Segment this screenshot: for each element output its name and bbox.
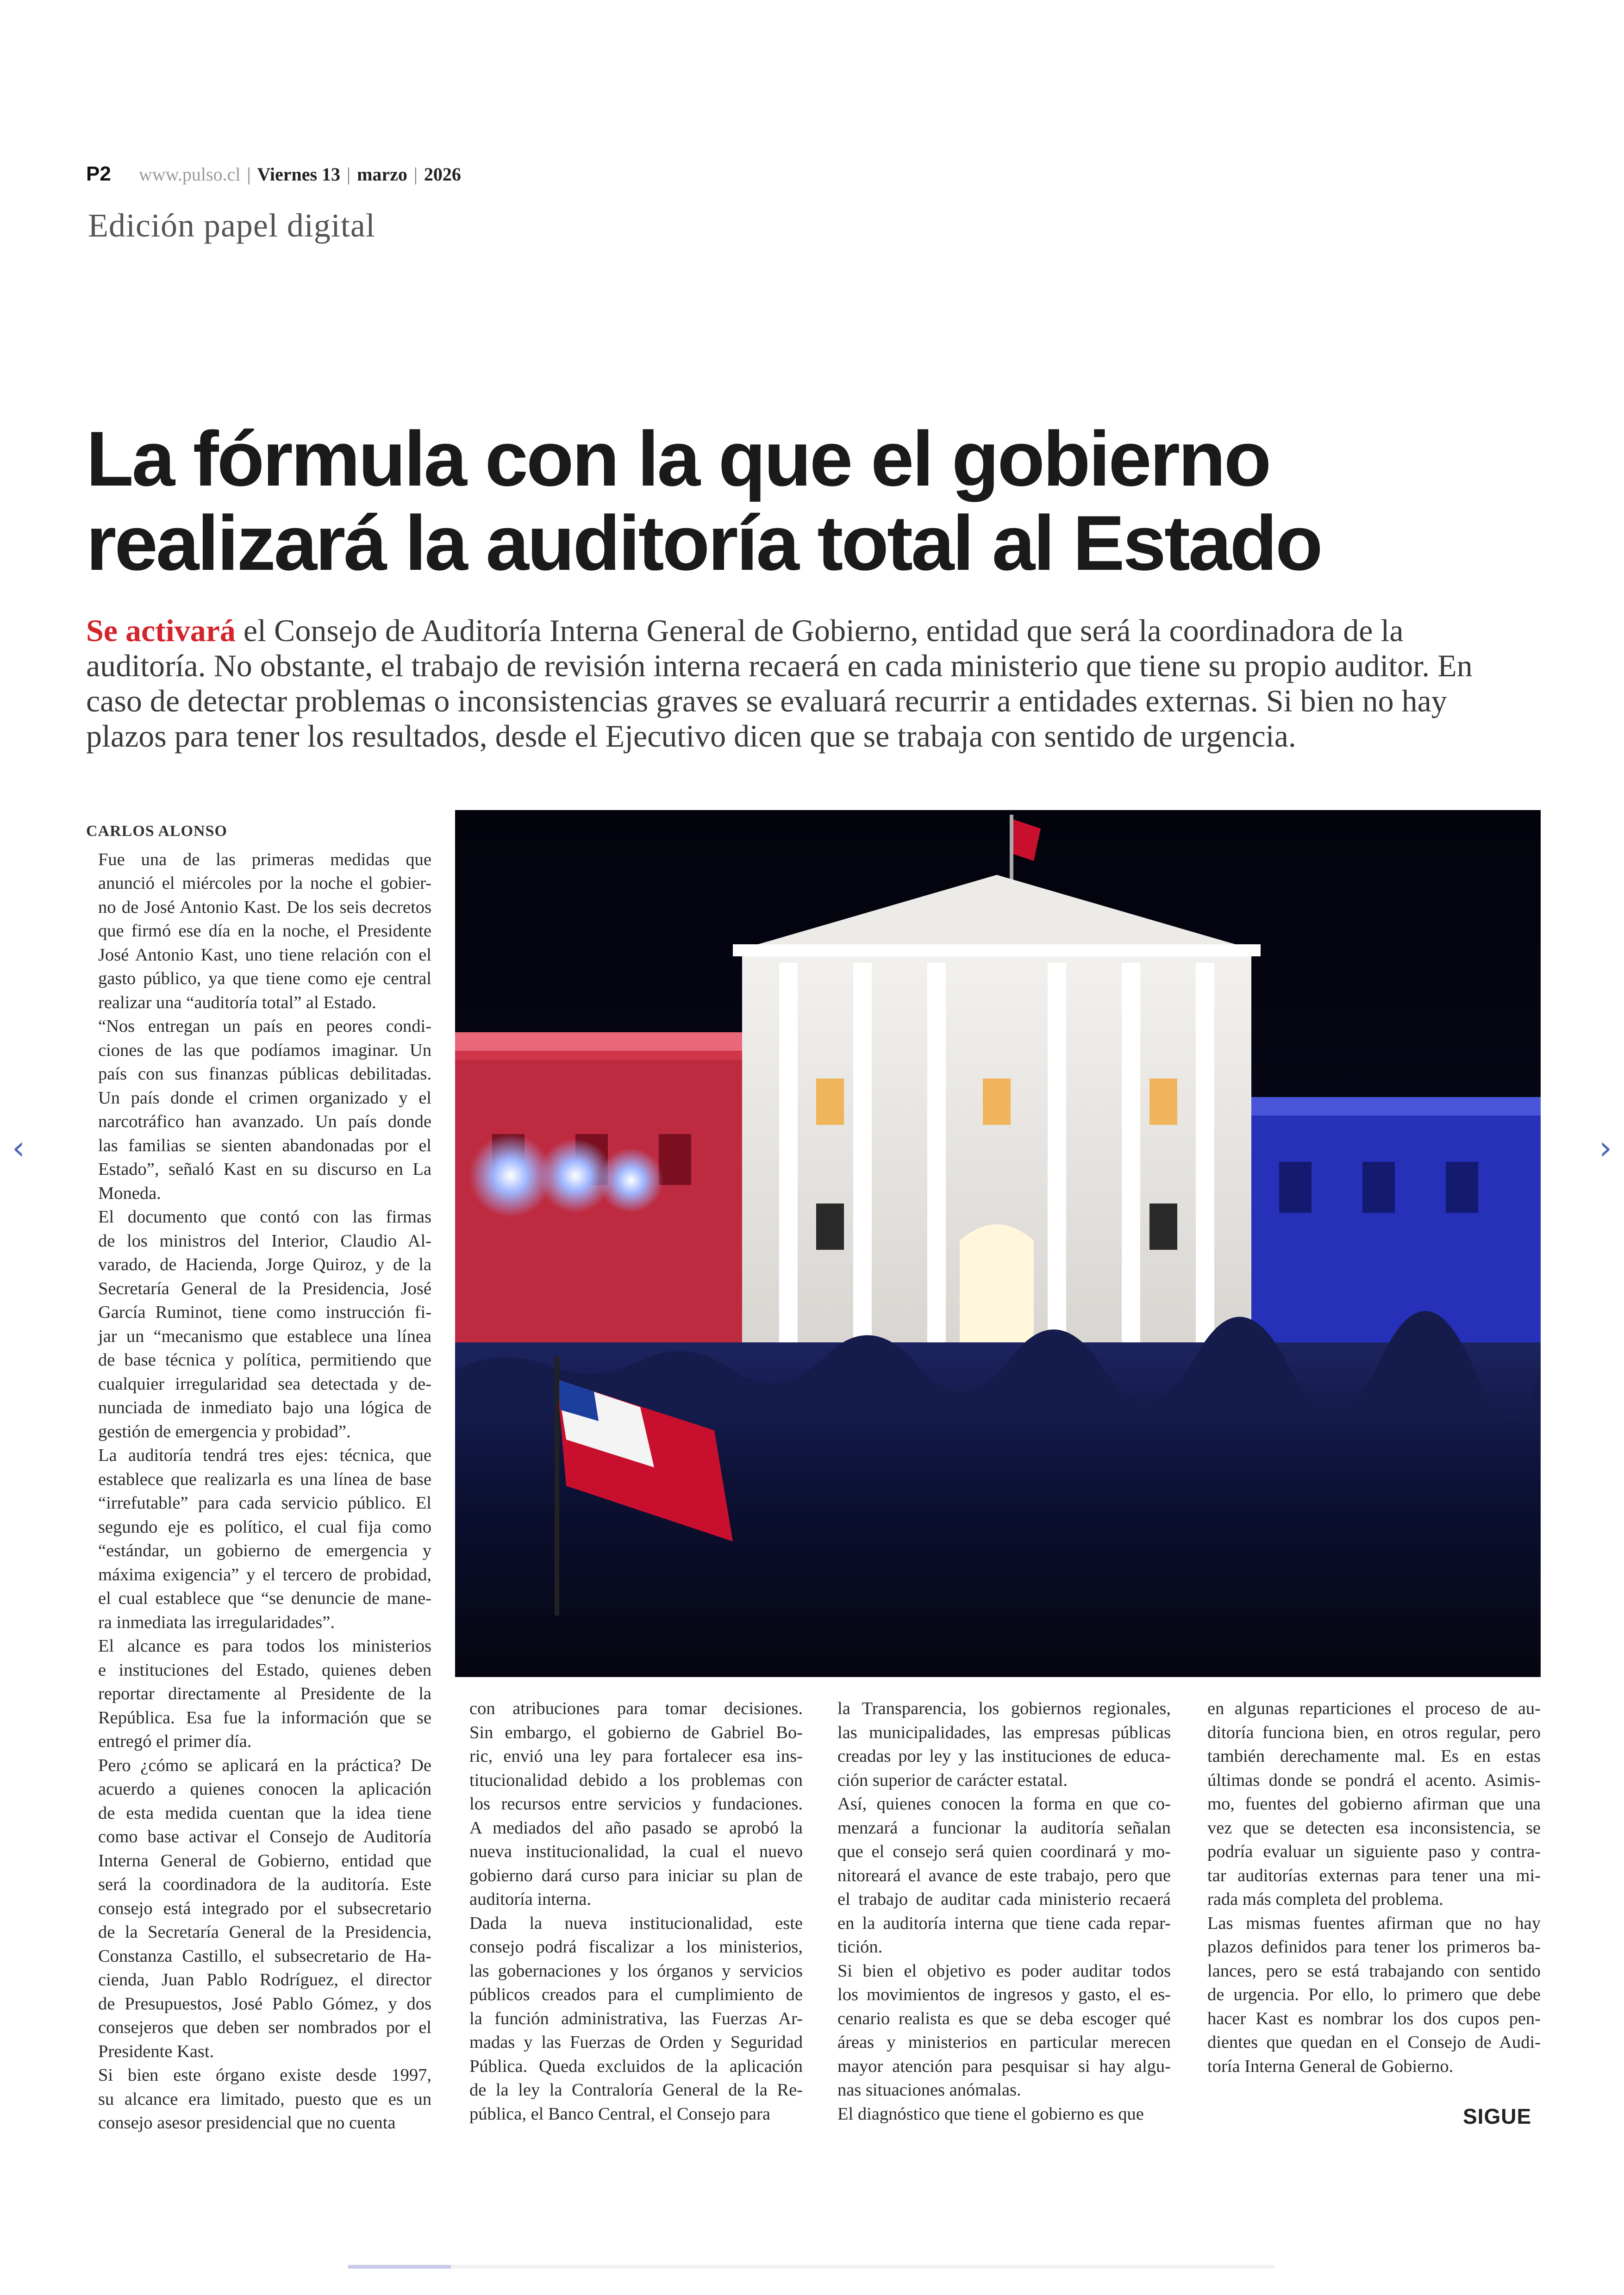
text-line: tar auditorías externas para tener una mi- (1207, 1865, 1541, 1885)
text-line: El diagnóstico que tiene el gobierno es que (837, 2104, 1144, 2124)
text-line: Si bien este órgano existe desde 1997, (98, 2065, 431, 2085)
text-line: ciones de las que podíamos imaginar. Un (98, 1040, 431, 1060)
article-paragraph (825, 2102, 1171, 2127)
text-line: mayor atención para pesquisar si hay algu- (837, 2056, 1171, 2076)
text-line: de la Secretaría General de la Presidencia, (98, 1922, 431, 1942)
previous-page-chevron-icon[interactable]: ‹ (12, 1129, 25, 1167)
article-paragraph (86, 1754, 431, 2064)
text-line: lances, pero se está trabajando con sentido (1207, 1961, 1541, 1981)
text-line: pública, el Banco Central, el Consejo para (469, 2104, 771, 2124)
text-line: consejo está integrado por el subsecretario (98, 1898, 431, 1918)
text-line: consejeros que deben ser nombrados por el (98, 2018, 431, 2037)
column-body (1195, 1697, 1541, 2078)
text-line: Constanza Castillo, el subsecretario de Ha- (98, 1946, 431, 1966)
text-line: Pública. Queda excluidos de la aplicación (469, 2056, 803, 2076)
text-line: ric, envió una ley para fortalecer esa ins- (469, 1746, 803, 1766)
text-line: Presidente Kast. (98, 2041, 214, 2061)
text-line: “Nos entregan un país en peores condi- (98, 1017, 431, 1036)
page-number: P2 (86, 162, 111, 185)
text-line: creadas por ley y las instituciones de educa- (837, 1746, 1171, 1766)
viewer-progress-thumb[interactable] (348, 2265, 451, 2269)
text-line: anunció el miércoles por la noche el gobier- (98, 873, 431, 893)
text-line: nunciada de inmediato bajo una lógica de (98, 1398, 431, 1417)
text-line: con atribuciones para tomar decisiones. (469, 1699, 803, 1718)
text-line: como base activar el Consejo de Auditoría (98, 1827, 431, 1846)
article-column-2 (457, 1697, 803, 2126)
next-page-chevron-icon[interactable]: › (1599, 1129, 1612, 1167)
text-line: realizar una “auditoría total” al Estado. (98, 992, 376, 1012)
text-line: Secretaría General de la Presidencia, José (98, 1278, 431, 1298)
text-line: menzará a funcionar la auditoría señalan (837, 1818, 1171, 1838)
text-line: Pero ¿cómo se aplicará en la práctica? De (98, 1755, 431, 1775)
text-line: consejo asesor presidencial que no cuenta (98, 2113, 396, 2133)
article-paragraph (86, 1634, 431, 1754)
la-moneda-night-illustration (455, 810, 1541, 1677)
text-line: nitoreará el avance de este trabajo, pero que (837, 1865, 1171, 1885)
text-line: en algunas reparticiones el proceso de au- (1207, 1699, 1541, 1718)
text-line: no de José Antonio Kast. De los seis decretos (98, 897, 431, 917)
issue-day: Viernes 13 (257, 163, 341, 185)
text-line: nas situaciones anómalas. (837, 2080, 1021, 2100)
column-body (86, 848, 431, 2135)
text-line: establece que realizarla es una línea de base (98, 1469, 431, 1489)
text-line: La auditoría tendrá tres ejes: técnica, que (98, 1446, 431, 1465)
text-line: las familias se sienten abandonadas por el (98, 1135, 431, 1155)
text-line: titucionalidad debido a los problemas con (469, 1770, 803, 1790)
text-line: de los ministros del Interior, Claudio Al- (98, 1231, 431, 1251)
text-line: ra inmediata las irregularidades”. (98, 1612, 335, 1632)
headline-line: realizará la auditoría total al Estado (86, 499, 1321, 586)
text-line: el cual establece que “se denuncie de mane- (98, 1589, 431, 1608)
article-paragraph (457, 1697, 803, 1912)
text-line: la Transparencia, los gobiernos regionales, (837, 1699, 1171, 1718)
text-line: Las mismas fuentes afirman que no hay (1207, 1913, 1541, 1933)
text-line: toría Interna General de Gobierno. (1207, 2056, 1454, 2076)
deck-line: auditoría. No obstante, el trabajo de revisión interna recaerá en cada ministerio que tiene su propio auditor. En (86, 648, 1473, 683)
text-line: las municipalidades, las empresas públicas (837, 1722, 1171, 1742)
text-line: de Presupuestos, José Pablo Gómez, y dos (98, 1994, 431, 2014)
text-line: país con sus finanzas públicas debilitadas. (98, 1064, 431, 1084)
text-line: “estándar, un gobierno de emergencia y (98, 1541, 431, 1560)
text-line: madas y las Fuerzas de Orden y Seguridad (469, 2033, 803, 2052)
text-line: que el consejo será quien coordinará y mo- (837, 1842, 1171, 1861)
article-paragraph (86, 1205, 431, 1444)
text-line: Interna General de Gobierno, entidad que (98, 1851, 431, 1871)
text-line: Dada la nueva institucionalidad, este (469, 1913, 803, 1933)
text-line: “irrefutable” para cada servicio público. El (98, 1493, 431, 1513)
folio-separator: | (347, 163, 351, 185)
text-line: García Ruminot, tiene como instrucción fi- (98, 1303, 431, 1322)
text-line: dientes que quedan en el Consejo de Audi- (1207, 2033, 1541, 2052)
text-line: su alcance era limitado, puesto que es un (98, 2089, 431, 2109)
text-line: de urgencia. Por ello, lo primero que debe (1207, 1985, 1541, 2004)
text-line: Sin embargo, el gobierno de Gabriel Bo- (469, 1722, 803, 1742)
continues-label: SIGUE (1463, 2104, 1532, 2128)
article-column-1 (86, 819, 431, 2135)
text-line: José Antonio Kast, uno tiene relación con el (98, 945, 431, 965)
text-line: El documento que contó con las firmas (98, 1207, 431, 1227)
article-paragraph (86, 2064, 431, 2135)
author-byline: CARLOS ALONSO (86, 823, 227, 840)
text-line: El alcance es para todos los ministerios (98, 1636, 431, 1656)
folio-separator: | (413, 163, 418, 185)
text-line: será la coordinadora de la auditoría. Este (98, 1875, 431, 1894)
text-line: que firmó ese día en la noche, el Presidente (98, 921, 431, 941)
text-line: las gobernaciones y los órganos y servicios (469, 1961, 803, 1981)
text-line: Estado”, señaló Kast en su discurso en La (98, 1160, 431, 1179)
issue-month: marzo (357, 163, 407, 185)
text-line: gobierno dará curso para iniciar su plan de (469, 1865, 803, 1885)
text-line: acuerdo a quienes conocen la aplicación (98, 1779, 431, 1799)
text-line: cienda, Juan Pablo Rodríguez, el director (98, 1970, 431, 1989)
article-headline (86, 417, 1544, 585)
text-line: Si bien el objetivo es poder auditar todos (837, 1961, 1171, 1981)
text-line: ditoría funciona bien, en otros regular, pero (1207, 1722, 1541, 1742)
text-line: en la auditoría interna que tiene cada repar- (837, 1913, 1171, 1933)
text-line: Un país donde el crimen organizado y el (98, 1088, 431, 1108)
text-line: también derechamente mal. Es en estas (1207, 1746, 1541, 1766)
text-line: ción superior de carácter estatal. (837, 1770, 1068, 1790)
text-line: jar un “mecanismo que establece una línea (98, 1326, 431, 1346)
text-line: consejo podrá fiscalizar a los ministerios, (469, 1937, 803, 1957)
text-line: varado, de Hacienda, Jorge Quiroz, y de la (98, 1255, 431, 1274)
text-line: gestión de emergencia y probidad”. (98, 1422, 351, 1441)
text-line: nueva institucionalidad, la cual el nuevo (469, 1842, 803, 1861)
text-line: auditoría interna. (469, 1890, 591, 1909)
article-paragraph (86, 848, 431, 1015)
text-line: plazos definidos para tener los primeros ba- (1207, 1937, 1541, 1957)
text-line: el trabajo de auditar cada ministerio recaerá (837, 1890, 1171, 1909)
text-line: los movimientos de ingresos y gasto, el es- (837, 1985, 1171, 2004)
article-column-3 (825, 1697, 1171, 2126)
text-line: podría evaluar un siguiente paso y contra- (1207, 1842, 1541, 1861)
article-column-4 (1195, 1697, 1541, 2078)
text-line: cualquier irregularidad sea detectada y de- (98, 1374, 431, 1394)
page-folio (86, 160, 461, 188)
article-paragraph (1195, 1912, 1541, 2079)
text-line: Así, quienes conocen la forma en que co- (837, 1794, 1171, 1814)
text-line: Moneda. (98, 1183, 161, 1203)
column-body (457, 1697, 803, 2126)
text-line: últimas donde se pondrá el acento. Asimis- (1207, 1770, 1541, 1790)
text-line: de esta medida cuentan que la idea tiene (98, 1803, 431, 1823)
article-paragraph (825, 1697, 1171, 1792)
text-line: mo, fuentes del gobierno afirman que una (1207, 1794, 1541, 1814)
text-line: reportar directamente al Presidente de la (98, 1684, 431, 1703)
site-url: www.pulso.cl (138, 163, 241, 185)
text-line: áreas y ministerios en particular merecen (837, 2033, 1171, 2052)
article-paragraph (825, 1959, 1171, 2102)
article-paragraph (86, 1444, 431, 1634)
text-line: Fue una de las primeras medidas que (98, 849, 431, 869)
article-paragraph (86, 1015, 431, 1205)
column-body (825, 1697, 1171, 2126)
deck-lead: Se activará (86, 613, 236, 648)
text-line: públicos creados para el cumplimiento de (469, 1985, 803, 2004)
article-paragraph (825, 1792, 1171, 1959)
article-deck (86, 613, 1540, 754)
text-line: rada más completa del problema. (1207, 1890, 1443, 1909)
article-photo (455, 810, 1541, 1677)
article-paragraph (457, 1912, 803, 2127)
text-line: hacer Kast es nombrar los dos cupos pen- (1207, 2008, 1541, 2028)
text-line: la función administrativa, las Fuerzas Ar- (469, 2008, 803, 2028)
deck-text: el Consejo de Auditoría Interna General de Gobierno, entidad que será la coordinadora de la (235, 613, 1404, 648)
viewer-progress-track[interactable] (348, 2265, 1274, 2269)
deck-line: caso de detectar problemas o inconsistencias graves se evaluará recurrir a entidades externas. Si bien no hay (86, 683, 1447, 718)
deck-line: plazos para tener los resultados, desde el Ejecutivo dicen que se trabaja con sentido de urgencia. (86, 718, 1296, 754)
edition-label: Edición papel digital (88, 207, 375, 244)
deck-line (86, 613, 1540, 648)
text-line: los recursos entre servicios y fundaciones. (469, 1794, 803, 1814)
issue-year: 2026 (424, 163, 461, 185)
text-line: máxima exigencia” y el tercero de probidad, (98, 1565, 431, 1584)
headline-line: La fórmula con la que el gobierno (86, 415, 1270, 502)
folio-separator: | (247, 163, 251, 185)
text-line: entregó el primer día. (98, 1732, 252, 1751)
text-line: de base técnica y política, permitiendo que (98, 1350, 431, 1370)
text-line: segundo eje es político, el cual fija como (98, 1517, 431, 1537)
text-line: República. Esa fue la información que se (98, 1708, 431, 1727)
text-line: narcotráfico han avanzado. Un país donde (98, 1112, 431, 1131)
text-line: cenario realista es que se deba escoger qué (837, 2008, 1171, 2028)
article-paragraph (1195, 1697, 1541, 1912)
text-line: vez que se detecten esa inconsistencia, se (1207, 1818, 1541, 1838)
text-line: gasto público, ya que tiene como eje central (98, 969, 431, 988)
text-line: A mediados del año pasado se aprobó la (469, 1818, 803, 1838)
text-line: e instituciones del Estado, quienes deben (98, 1660, 431, 1680)
text-line: tición. (837, 1937, 883, 1957)
text-line: de la ley la Contraloría General de la Re- (469, 2080, 803, 2100)
